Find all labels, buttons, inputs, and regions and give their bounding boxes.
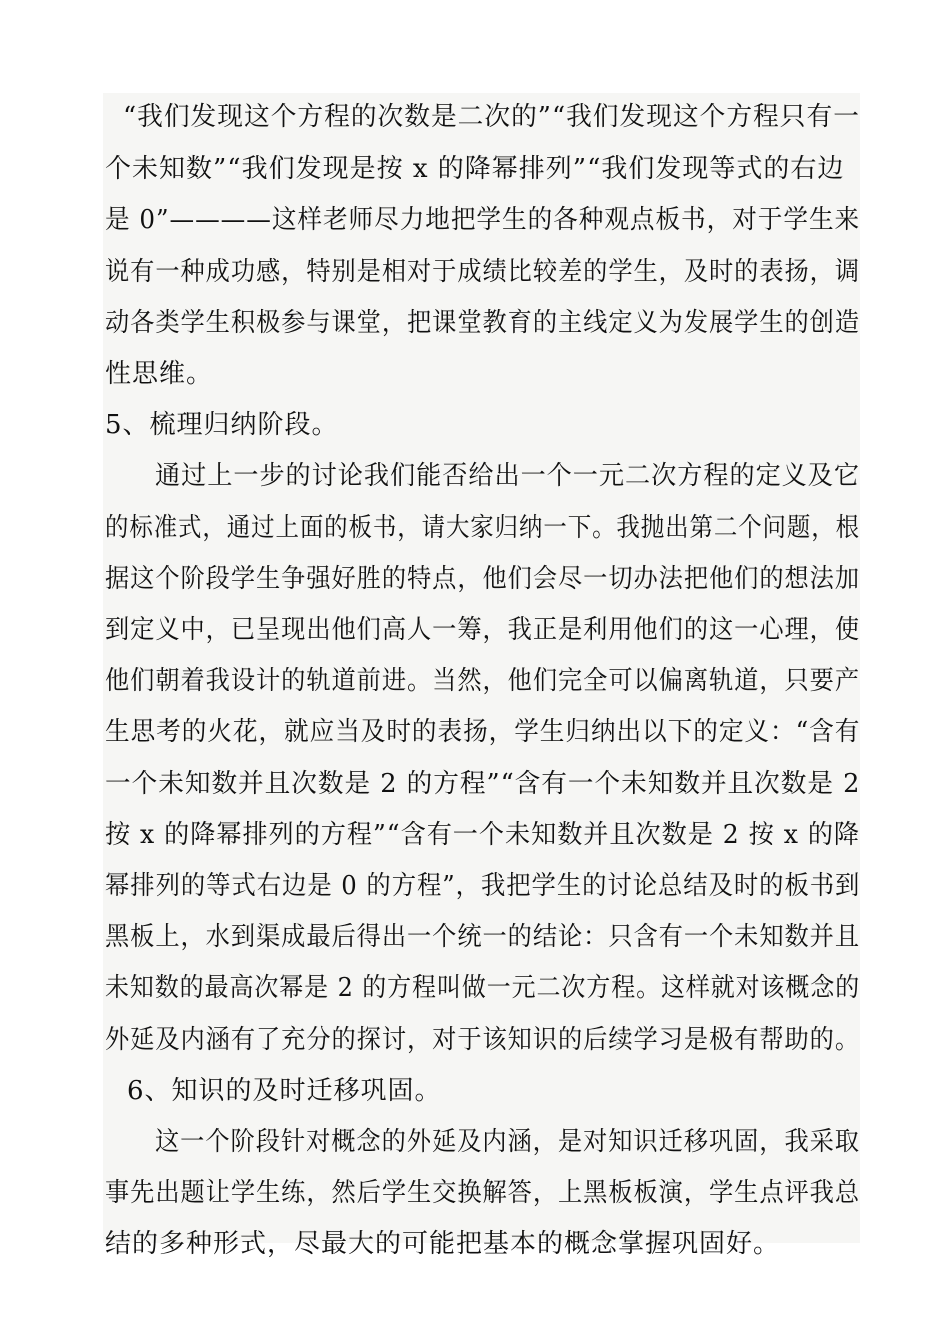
section-heading: 5、梳理归纳阶段。 (105, 410, 339, 440)
text-line: 外延及内涵有了充分的探讨，对于该知识的后续学习是极有帮助的。 (105, 1025, 861, 1055)
text-line: 一个未知数并且次数是 2 的方程”“含有一个未知数并且次数是 2 (105, 769, 861, 799)
text-line: 按 x 的降幂排列的方程”“含有一个未知数并且次数是 2 按 x 的降 (105, 820, 861, 850)
text-line: 据这个阶段学生争强好胜的特点，他们会尽一切办法把他们的想法加 (105, 564, 861, 594)
text-line: 是 0”————这样老师尽力地把学生的各种观点板书，对于学生来 (105, 205, 861, 235)
text-line: 生思考的火花，就应当及时的表扬，学生归纳出以下的定义：“含有 (105, 717, 861, 747)
section-heading: 6、知识的及时迁移巩固。 (127, 1076, 442, 1106)
text-line: 通过上一步的讨论我们能否给出一个一元二次方程的定义及它 (155, 461, 861, 491)
document-page (103, 93, 861, 1259)
text-line: 他们朝着我设计的轨道前进。当然，他们完全可以偏离轨道，只要产 (105, 666, 861, 696)
text-line: 的标准式，通过上面的板书，请大家归纳一下。我抛出第二个问题，根 (105, 513, 860, 543)
text-line: 结的多种形式，尽最大的可能把基本的概念掌握巩固好。 (105, 1229, 781, 1259)
text-line: 动各类学生积极参与课堂，把课堂教育的主线定义为发展学生的创造 (105, 308, 861, 338)
text-line: 性思维。 (105, 359, 214, 389)
text-line: 说有一种成功感，特别是相对于成绩比较差的学生，及时的表扬，调 (105, 257, 861, 287)
text-line: “我们发现这个方程的次数是二次的”“我们发现这个方程只有一 (123, 102, 860, 132)
text-line: 幂排列的等式右边是 0 的方程”，我把学生的讨论总结及时的板书到 (105, 871, 861, 901)
text-line: 未知数的最高次幂是 2 的方程叫做一元二次方程。这样就对该概念的 (105, 973, 861, 1003)
text-line: 到定义中，已呈现出他们高人一筹，我正是利用他们的这一心理，使 (105, 615, 861, 645)
text-line: 事先出题让学生练，然后学生交换解答，上黑板板演，学生点评我总 (105, 1178, 861, 1208)
text-line: 个未知数”“我们发现是按 x 的降幂排列”“我们发现等式的右边 (105, 154, 845, 184)
text-line: 黑板上，水到渠成最后得出一个统一的结论：只含有一个未知数并且 (105, 922, 861, 952)
text-line: 这一个阶段针对概念的外延及内涵，是对知识迁移巩固，我采取 (155, 1127, 860, 1157)
